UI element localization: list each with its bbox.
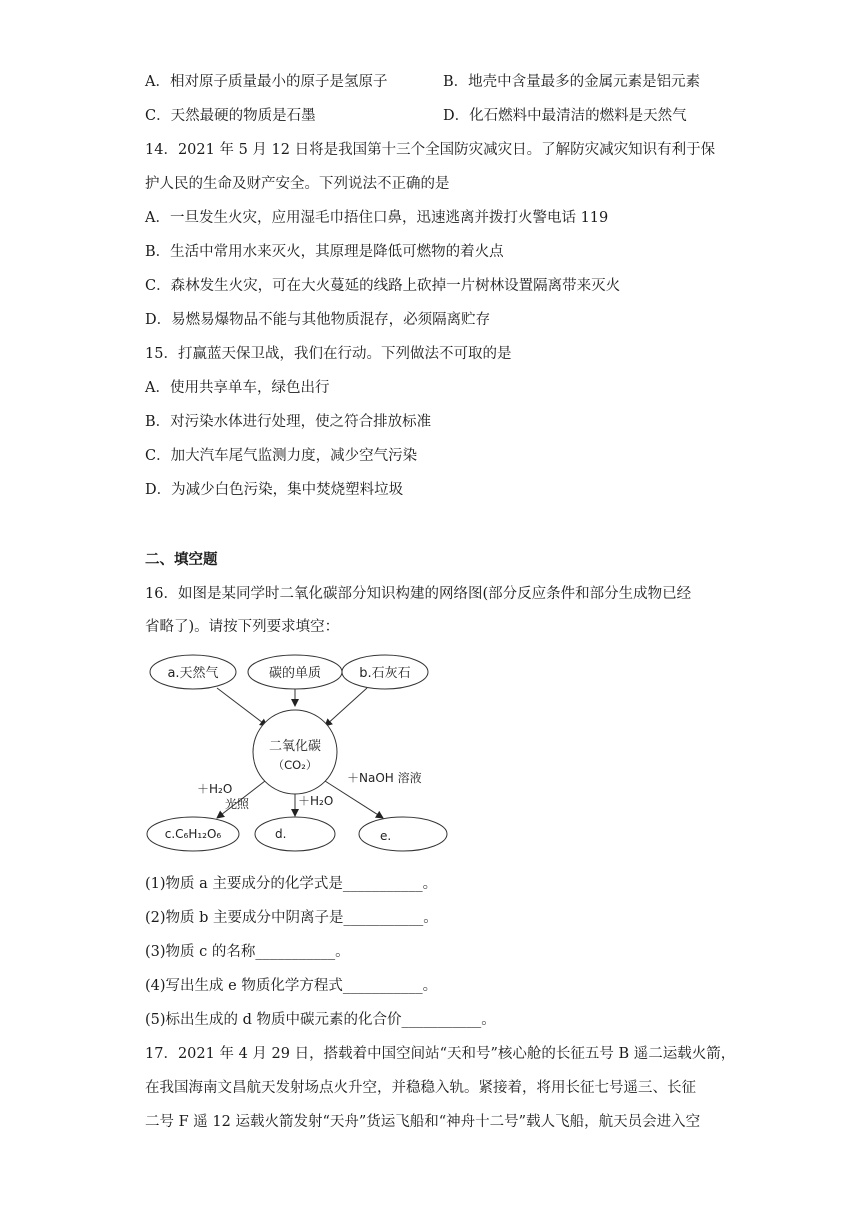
q14-option-b: B．生活中常用水来灭火，其原理是降低可燃物的着火点 [145,244,504,260]
q13-option-d: D．化石燃料中最清洁的燃料是天然气 [443,108,687,124]
q14-option-d: D．易燃易爆物品不能与其他物质混存，必须隔离贮存 [145,312,491,328]
q16-sub2: (2)物质 b 主要成分中阴离子是___________。 [145,910,438,926]
section-title: 二、填空题 [145,551,218,568]
q16-sub1: (1)物质 a 主要成分的化学式是___________。 [145,876,438,892]
q14-stem-line2: 护人民的生命及财产安全。下列说法不正确的是 [145,176,450,192]
node-d-label: d. [275,827,287,841]
arrow-b-to-co2 [325,688,367,726]
center-label-2: （CO₂） [272,758,318,772]
node-b-ellipse [342,655,428,689]
edge-c-bottom-label: 光照 [225,797,250,811]
q14-option-c: C．森林发生火灾，可在大火蔓延的线路上砍掉一片树林设置隔离带来灭火 [145,278,621,294]
q13-option-c: C．天然最硬的物质是石墨 [145,108,316,124]
node-c-ellipse [147,817,239,851]
q15-option-c: C．加大汽车尾气监测力度，减少空气污染 [145,448,418,464]
q13-option-b: B．地壳中含量最多的金属元素是铝元素 [443,74,701,90]
arrow-a-to-co2 [217,688,267,726]
co2-network-diagram [145,648,455,860]
q15-option-b: B．对污染水体进行处理，使之符合排放标准 [145,414,432,430]
node-carbon-ellipse [248,655,342,689]
center-label-1: 二氧化碳 [268,739,322,754]
node-a-label: a.天然气 [167,666,219,681]
edge-d-label: ＋H₂O [298,794,334,808]
node-d-ellipse [255,817,335,851]
q15-option-d: D．为减少白色污染，集中焚烧塑料垃圾 [145,482,404,498]
q16-stem-line1: 16．如图是某同学时二氧化碳部分知识构建的网络图(部分反应条件和部分生成物已经 [145,586,692,602]
node-carbon-label: 碳的单质 [268,666,322,681]
q13-option-a: A．相对原子质量最小的原子是氢原子 [145,74,388,90]
q17-line3: 二号 F 遥 12 运载火箭发射“天舟”货运飞船和“神舟十二号”载人飞船，航天员会进入空 [145,1114,701,1130]
node-e-ellipse [359,817,447,851]
q17-line2: 在我国海南文昌航天发射场点火升空，并稳稳入轨。紧接着，将用长征七号遥三、长征 [145,1080,696,1096]
q16-sub5: (5)标出生成的 d 物质中碳元素的化合价___________。 [145,1012,496,1028]
edge-e-label: ＋NaOH 溶液 [347,771,422,785]
node-b-label: b.石灰石 [359,666,411,681]
node-a-ellipse [150,655,236,689]
q17-line1: 17．2021 年 4 月 29 日，搭载着中国空间站“天和号”核心舱的长征五号 B 遥二运载火箭， [145,1046,736,1062]
edge-c-top-label: ＋H₂O [197,782,233,796]
node-e-label: e. [380,829,392,843]
q16-stem-line2: 省略了)。请按下列要求填空： [145,619,340,635]
q14-stem-line1: 14．2021 年 5 月 12 日将是我国第十三个全国防灾减灾日。了解防灾减灾知识有利于保 [145,142,716,158]
q14-option-a: A．一旦发生火灾，应用湿毛巾捂住口鼻，迅速逃离并拨打火警电话 119 [145,210,609,226]
q16-sub4: (4)写出生成 e 物质化学方程式___________。 [145,978,438,994]
q16-sub3: (3)物质 c 的名称___________。 [145,944,350,960]
arrow-co2-to-e [325,781,383,818]
center-co2-circle [253,710,337,794]
q15-stem: 15．打赢蓝天保卫战，我们在行动。下列做法不可取的是 [145,346,512,362]
node-c-label: c.C₆H₁₂O₆ [164,827,222,841]
q15-option-a: A．使用共享单车，绿色出行 [145,380,330,396]
